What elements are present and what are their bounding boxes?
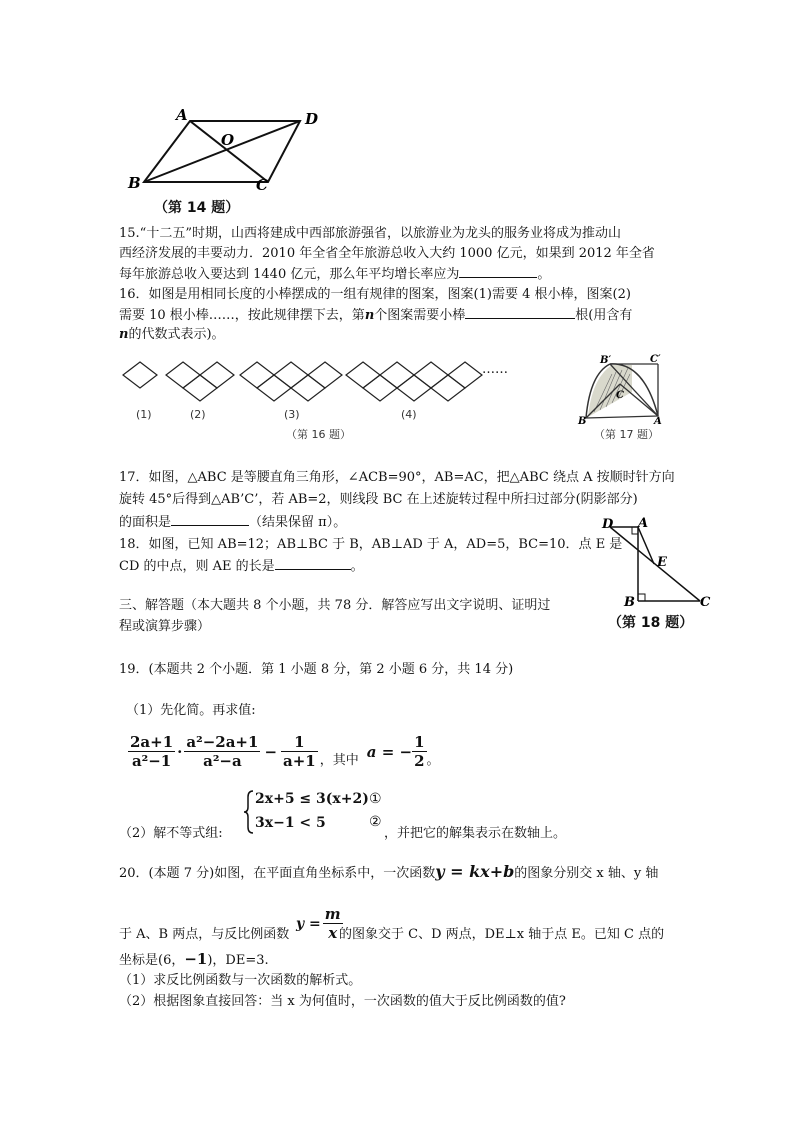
label-c18: C (700, 595, 711, 610)
fraction-half (412, 733, 426, 770)
a-equals: a = − (366, 742, 413, 761)
label-a: A (176, 106, 188, 124)
label-c17: C (616, 390, 624, 401)
figure-14 (120, 104, 330, 219)
coordinate-neg-one: −1 (184, 950, 208, 968)
q15-line2: 西经济发展的丰要动力．2010 年全省全年旅游总收入大约 1000 亿元，如果到 2012 年全省 (119, 246, 655, 261)
section3-line2: 程或演算步骤） (119, 619, 211, 634)
q16-line3 (119, 326, 225, 344)
section3-line1: 三、解答题（本大题共 8 个小题，共 78 分．解答应写出文字说明、证明过 (119, 598, 551, 613)
q20-sub2: （2）根据图象直接回答：当 x 为何值时，一次函数的值大于反比例函数的值? (119, 994, 566, 1009)
label-d18: D (602, 517, 614, 532)
q20-line2-b: 的图象交于 C、D 两点，DE⊥x 轴于点 E。已知 C 点的 (339, 927, 665, 942)
fraction-2 (184, 733, 260, 770)
fraction-2-den: a²−a (203, 752, 242, 770)
q16-line2-a: 需要 10 根小棒……，按此规律摆下去，第 (119, 308, 365, 323)
q17-line1: 17．如图，△ABC 是等腰直角三角形，∠ACB=90°，AB=AC，把△ABC 绕点 A 按顺时针方向 (119, 470, 675, 485)
q16-var-n-2: n (119, 327, 129, 342)
label-a17: A (654, 416, 662, 427)
q18-answer-blank[interactable] (275, 557, 351, 570)
linear-function: y = kx+b (435, 862, 515, 881)
figure-18 (596, 512, 714, 632)
q20-line3-a: 坐标是(6， (119, 953, 185, 968)
q15-answer-blank[interactable] (459, 265, 537, 278)
half-num: 1 (414, 733, 425, 751)
label-b17: B (578, 416, 587, 427)
brace-icon (243, 789, 255, 835)
pattern-ellipsis: …… (482, 362, 508, 377)
label-b-prime: B′ (600, 355, 612, 366)
circled-one: ① (369, 791, 382, 807)
q16-line2 (119, 306, 632, 325)
q16-answer-blank[interactable] (465, 306, 575, 319)
minus-operator: − (264, 742, 278, 761)
q20-line2 (119, 926, 289, 944)
half-den: 2 (414, 752, 425, 770)
q19-expression (128, 733, 440, 770)
q20-line2-a: 于 A、B 两点，与反比例函数 (119, 927, 290, 942)
pattern-label-3: (3) (284, 408, 300, 421)
fraction-1-den: a²−1 (131, 752, 172, 770)
label-d: D (305, 110, 319, 128)
fraction-3-num: 1 (281, 733, 318, 752)
where-text: ，其中 (319, 753, 359, 768)
figure-16-caption: （第 16 题） (286, 428, 351, 441)
label-c: C (256, 176, 268, 194)
q17-line3-text: 的面积是 (119, 515, 172, 530)
q20-line1-b: 的图象分别交 x 轴、y 轴 (514, 866, 659, 881)
q20-line1-a: 20．(本题 7 分)如图，在平面直角坐标系中，一次函数 (119, 866, 436, 881)
q16-line1: 16．如图是用相同长度的小棒摆成的一组有规律的图案，图案(1)需要 4 根小棒，图案(2) (119, 287, 631, 302)
inverse-num: m (324, 905, 341, 923)
trapezoid-diagram (596, 512, 714, 612)
fraction-1 (128, 733, 175, 770)
label-a18: A (638, 516, 649, 531)
label-o: O (221, 131, 235, 149)
dot-operator: · (177, 742, 183, 761)
q15-line3-text: 每年旅游总收入要达到 1440 亿元，那么年平均增长率应为 (119, 267, 460, 282)
fraction-2-num: a²−2a+1 (186, 733, 259, 751)
q19-part2-end: ，并把它的解集表示在数轴上。 (384, 826, 567, 841)
q17-line3-end: （结果保留 π）。 (249, 515, 347, 530)
q16-line3-b: 的代数式表示)。 (128, 327, 225, 342)
q18-line1: 18．如图，已知 AB=12；AB⊥BC 于 B，AB⊥AD 于 A，AD=5，BC=10．点 E 是 (119, 537, 623, 552)
label-b: B (128, 174, 141, 192)
figure-16 (118, 352, 528, 447)
q16-line2-c: 根(用含有 (575, 308, 633, 323)
q20-line1 (119, 863, 658, 883)
q19-heading: 19．(本题共 2 个小题．第 1 小题 8 分，第 2 小题 6 分，共 14 分) (119, 662, 514, 677)
q15-line3 (119, 265, 550, 284)
q16-var-n: n (364, 308, 375, 323)
q19-part1-label: （1）先化简。再求值: (126, 703, 256, 718)
q17-answer-blank[interactable] (171, 513, 249, 526)
inequality-1: 2x+5 ≤ 3(x+2) (255, 791, 369, 807)
pattern-label-1: (1) (136, 408, 152, 421)
q16-line2-b: 个图案需要小棒 (374, 308, 466, 323)
q15-line3-end: 。 (537, 267, 551, 282)
q17-line3 (119, 513, 346, 532)
q20-line3-b: )，DE=3. (207, 953, 269, 968)
q17-line2: 旋转 45°后得到△AB’C’，若 AB=2，则线段 BC 在上述旋转过程中所扫过部分(阴影部分) (119, 492, 638, 507)
figure-17-caption: （第 17 题） (594, 428, 659, 441)
inequality-2: 3x−1 < 5 (255, 815, 326, 831)
inverse-function (296, 905, 343, 942)
circled-two: ② (369, 814, 382, 830)
fraction-3 (281, 733, 318, 770)
q20-line3 (119, 950, 269, 970)
q19-part2-label: （2）解不等式组: (119, 826, 223, 841)
q15-line1: 15.“十二五”时期，山西将建成中西部旅游强省，以旅游业为龙头的服务业将成为推动山 (119, 226, 621, 241)
fraction-1-num: 2a+1 (130, 733, 174, 751)
inverse-den: x (328, 924, 338, 942)
figure-18-caption: （第 18 题） (608, 615, 694, 631)
fraction-3-den: a+1 (283, 752, 316, 770)
label-e18: E (657, 555, 667, 570)
pattern-label-2: (2) (190, 408, 206, 421)
pattern-label-4: (4) (401, 408, 417, 421)
expression-period: 。 (426, 753, 440, 768)
q18-line2-end: 。 (350, 559, 364, 574)
label-c-prime: C′ (650, 354, 661, 365)
inverse-y: y = (296, 915, 321, 932)
q18-line2 (119, 557, 364, 576)
q20-sub1: （1）求反比例函数与一次函数的解析式。 (119, 973, 362, 988)
label-b18: B (624, 595, 635, 610)
figure-17 (572, 352, 672, 444)
figure-14-caption: （第 14 题） (154, 200, 240, 216)
q18-line2-text: CD 的中点，则 AE 的长是 (119, 559, 275, 574)
